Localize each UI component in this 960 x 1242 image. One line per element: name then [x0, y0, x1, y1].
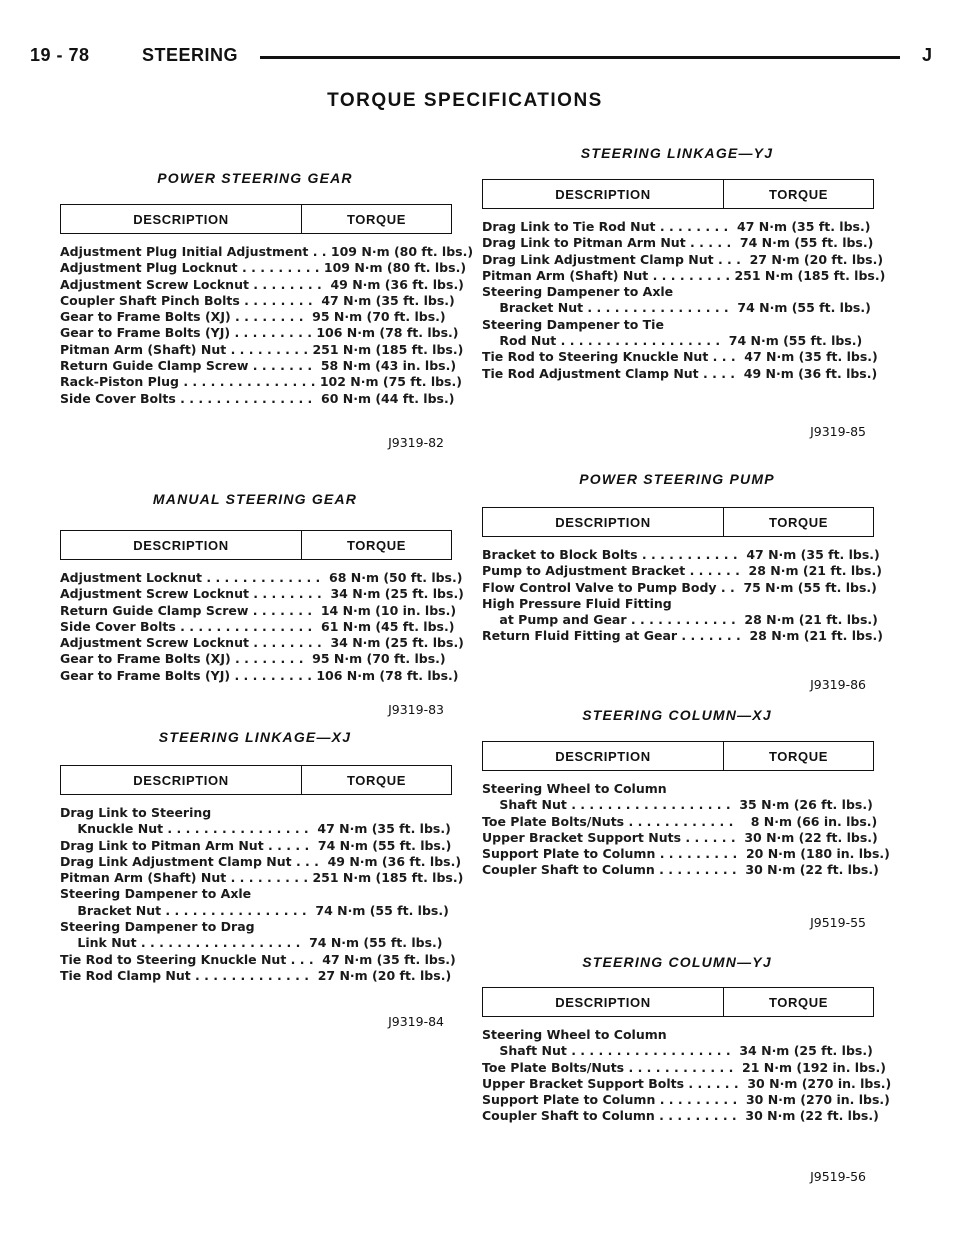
table-rows: [482, 781, 890, 879]
table-row: Drag Link Adjustment Clamp Nut . . . 49 N·m (36 ft. lbs.): [60, 853, 462, 869]
table-row: Steering Dampener to Drag: [60, 919, 255, 935]
table-row: Return Guide Clamp Screw . . . . . . . 14 N·m (10 in. lbs.): [60, 602, 457, 618]
table-row: Knuckle Nut . . . . . . . . . . . . . . . . 47 N·m (35 ft. lbs.): [60, 821, 451, 837]
column-header-description: DESCRIPTION: [483, 988, 724, 1016]
table-row: Upper Bracket Support Bolts . . . . . . 30 N·m (270 in. lbs.): [482, 1075, 892, 1091]
table-header: [482, 179, 874, 209]
table-row: Return Fluid Fitting at Gear . . . . . . . 28 N·m (21 ft. lbs.): [482, 628, 883, 644]
table-header: [60, 530, 452, 560]
table-row: Bracket Nut . . . . . . . . . . . . . . . . 74 N·m (55 ft. lbs.): [482, 300, 871, 316]
table-power-steering-gear: [60, 204, 474, 450]
table-row: Gear to Frame Bolts (YJ) . . . . . . . . . 106 N·m (78 ft. lbs.): [60, 667, 459, 683]
column-header-description: DESCRIPTION: [61, 205, 302, 233]
table-row: Adjustment Locknut . . . . . . . . . . . . . 68 N·m (50 ft. lbs.): [60, 570, 463, 585]
table-rows: [482, 1027, 892, 1125]
column-header-description: DESCRIPTION: [61, 766, 302, 794]
table-row: Return Guide Clamp Screw . . . . . . . 58 N·m (43 in. lbs.): [60, 358, 457, 374]
header-rule: [260, 56, 900, 59]
figure-number: J9319-84: [388, 1014, 444, 1030]
page-header: [30, 45, 932, 71]
table-row: Flow Control Valve to Pump Body . . 75 N·m (55 ft. lbs.): [482, 579, 877, 595]
section-title-manual-steering-gear: MANUAL STEERING GEAR: [152, 491, 358, 507]
table-header: [60, 765, 452, 795]
table-row: Tie Rod Clamp Nut . . . . . . . . . . . . . 27 N·m (20 ft. lbs.): [60, 967, 452, 983]
table-row: Drag Link Adjustment Clamp Nut . . . 27 N·m (20 ft. lbs.): [482, 251, 884, 267]
page-title: TORQUE SPECIFICATIONS: [327, 90, 603, 111]
table-steering-linkage-yj: [482, 179, 886, 439]
figure-number: J9519-55: [810, 914, 866, 930]
section-title-steering-linkage-xj: STEERING LINKAGE—XJ: [158, 729, 352, 745]
column-header-torque: TORQUE: [769, 514, 828, 530]
section-title-steering-column-yj: STEERING COLUMN—YJ: [582, 954, 772, 970]
column-header-torque: TORQUE: [769, 186, 828, 202]
section-title-power-steering-pump: POWER STEERING PUMP: [579, 471, 775, 487]
table-row: Rack-Piston Plug . . . . . . . . . . . . . . . 102 N·m (75 ft. lbs.): [60, 374, 462, 390]
table-row: Steering Wheel to Column: [482, 1027, 667, 1042]
table-row: Adjustment Screw Locknut . . . . . . . . 34 N·m (25 ft. lbs.): [60, 586, 464, 602]
table-power-steering-pump: [482, 507, 883, 692]
table-row: Side Cover Bolts . . . . . . . . . . . . . . . 60 N·m (44 ft. lbs.): [60, 390, 455, 406]
section-name: STEERING: [142, 45, 239, 65]
table-rows: [482, 219, 886, 382]
table-row: Gear to Frame Bolts (YJ) . . . . . . . . . 106 N·m (78 ft. lbs.): [60, 325, 459, 341]
table-row: Steering Dampener to Axle: [482, 284, 674, 300]
table-row: Coupler Shaft Pinch Bolts . . . . . . . . 47 N·m (35 ft. lbs.): [60, 292, 455, 308]
table-row: Adjustment Screw Locknut . . . . . . . . 49 N·m (36 ft. lbs.): [60, 276, 464, 292]
table-row: Pitman Arm (Shaft) Nut . . . . . . . . . 251 N·m (185 ft. lbs.): [60, 341, 464, 357]
figure-number: J9319-85: [810, 423, 866, 439]
page-number: 19 - 78: [30, 45, 90, 65]
figure-number: J9319-83: [388, 702, 444, 718]
column-header-torque: TORQUE: [347, 211, 406, 227]
column-header-torque: TORQUE: [769, 994, 828, 1010]
table-row: Toe Plate Bolts/Nuts . . . . . . . . . . . . 8 N·m (66 in. lbs.): [482, 813, 878, 829]
table-rows: [482, 547, 883, 645]
table-manual-steering-gear: [60, 530, 464, 718]
table-row: Support Plate to Column . . . . . . . . . 30 N·m (270 in. lbs.): [482, 1092, 890, 1108]
table-row: Shaft Nut . . . . . . . . . . . . . . . . . . 34 N·m (25 ft. lbs.): [482, 1043, 873, 1059]
table-row: Coupler Shaft to Column . . . . . . . . . 30 N·m (22 ft. lbs.): [482, 1108, 879, 1124]
table-row: Pump to Adjustment Bracket . . . . . . 28 N·m (21 ft. lbs.): [482, 563, 882, 579]
table-row: Bracket Nut . . . . . . . . . . . . . . . . 74 N·m (55 ft. lbs.): [60, 902, 449, 918]
table-row: Coupler Shaft to Column . . . . . . . . . 30 N·m (22 ft. lbs.): [482, 862, 879, 878]
table-row: Link Nut . . . . . . . . . . . . . . . . . . 74 N·m (55 ft. lbs.): [60, 935, 443, 951]
table-row: at Pump and Gear . . . . . . . . . . . . 28 N·m (21 ft. lbs.): [482, 612, 878, 628]
table-row: Upper Bracket Support Nuts . . . . . . 30 N·m (22 ft. lbs.): [482, 829, 878, 845]
table-row: Rod Nut . . . . . . . . . . . . . . . . . . 74 N·m (55 ft. lbs.): [482, 333, 863, 349]
table-row: Shaft Nut . . . . . . . . . . . . . . . . . . 35 N·m (26 ft. lbs.): [482, 797, 873, 813]
table-row: Tie Rod to Steering Knuckle Nut . . . 47 N·m (35 ft. lbs.): [60, 951, 456, 967]
figure-number: J9519-56: [810, 1168, 866, 1184]
table-rows: [60, 244, 474, 407]
column-header-description: DESCRIPTION: [61, 531, 302, 559]
table-rows: [60, 805, 464, 984]
table-row: Drag Link to Pitman Arm Nut . . . . . 74 N·m (55 ft. lbs.): [60, 837, 452, 853]
table-header: [482, 987, 874, 1017]
section-title-steering-column-xj: STEERING COLUMN—XJ: [582, 707, 772, 723]
table-row: Pitman Arm (Shaft) Nut . . . . . . . . . 251 N·m (185 ft. lbs.): [60, 870, 464, 886]
figure-number: J9319-82: [388, 434, 444, 450]
column-header-torque: TORQUE: [347, 772, 406, 788]
table-steering-column-yj: [482, 987, 892, 1184]
column-header-description: DESCRIPTION: [483, 742, 724, 770]
table-rows: [60, 570, 464, 684]
table-row: Bracket to Block Bolts . . . . . . . . . . . 47 N·m (35 ft. lbs.): [482, 547, 880, 562]
table-header: [482, 507, 874, 537]
figure-number: J9319-86: [810, 676, 866, 692]
table-steering-column-xj: [482, 741, 890, 930]
table-row: Steering Wheel to Column: [482, 781, 667, 796]
header-code: J: [921, 45, 932, 65]
table-row: Adjustment Plug Locknut . . . . . . . . . 109 N·m (80 ft. lbs.): [60, 260, 467, 276]
table-row: Adjustment Plug Initial Adjustment . . 109 N·m (80 ft. lbs.): [60, 244, 474, 259]
table-steering-linkage-xj: [60, 765, 464, 1030]
table-row: Drag Link to Steering: [60, 805, 212, 820]
table-row: Adjustment Screw Locknut . . . . . . . . 34 N·m (25 ft. lbs.): [60, 635, 464, 651]
table-row: Drag Link to Tie Rod Nut . . . . . . . . 47 N·m (35 ft. lbs.): [482, 219, 871, 234]
table-row: Steering Dampener to Tie: [482, 316, 664, 332]
section-title-power-steering-gear: POWER STEERING GEAR: [157, 170, 353, 186]
table-row: Pitman Arm (Shaft) Nut . . . . . . . . . 251 N·m (185 ft. lbs.): [482, 267, 886, 283]
table-row: Tie Rod Adjustment Clamp Nut . . . . 49 N·m (36 ft. lbs.): [482, 365, 878, 381]
table-header: [60, 204, 452, 234]
table-row: Toe Plate Bolts/Nuts . . . . . . . . . . . . 21 N·m (192 in. lbs.): [482, 1059, 886, 1075]
column-header-torque: TORQUE: [347, 537, 406, 553]
column-header-description: DESCRIPTION: [483, 180, 724, 208]
table-header: [482, 741, 874, 771]
table-row: Side Cover Bolts . . . . . . . . . . . . . . . 61 N·m (45 ft. lbs.): [60, 618, 455, 634]
table-row: Gear to Frame Bolts (XJ) . . . . . . . . 95 N·m (70 ft. lbs.): [60, 651, 446, 667]
table-row: High Pressure Fluid Fitting: [482, 595, 672, 611]
table-row: Support Plate to Column . . . . . . . . . 20 N·m (180 in. lbs.): [482, 846, 890, 862]
table-row: Tie Rod to Steering Knuckle Nut . . . 47 N·m (35 ft. lbs.): [482, 349, 878, 365]
section-title-steering-linkage-yj: STEERING LINKAGE—YJ: [580, 145, 774, 161]
table-row: Steering Dampener to Axle: [60, 886, 252, 902]
column-header-description: DESCRIPTION: [483, 508, 724, 536]
table-row: Gear to Frame Bolts (XJ) . . . . . . . . 95 N·m (70 ft. lbs.): [60, 309, 446, 325]
table-row: Drag Link to Pitman Arm Nut . . . . . 74 N·m (55 ft. lbs.): [482, 235, 874, 251]
column-header-torque: TORQUE: [769, 748, 828, 764]
